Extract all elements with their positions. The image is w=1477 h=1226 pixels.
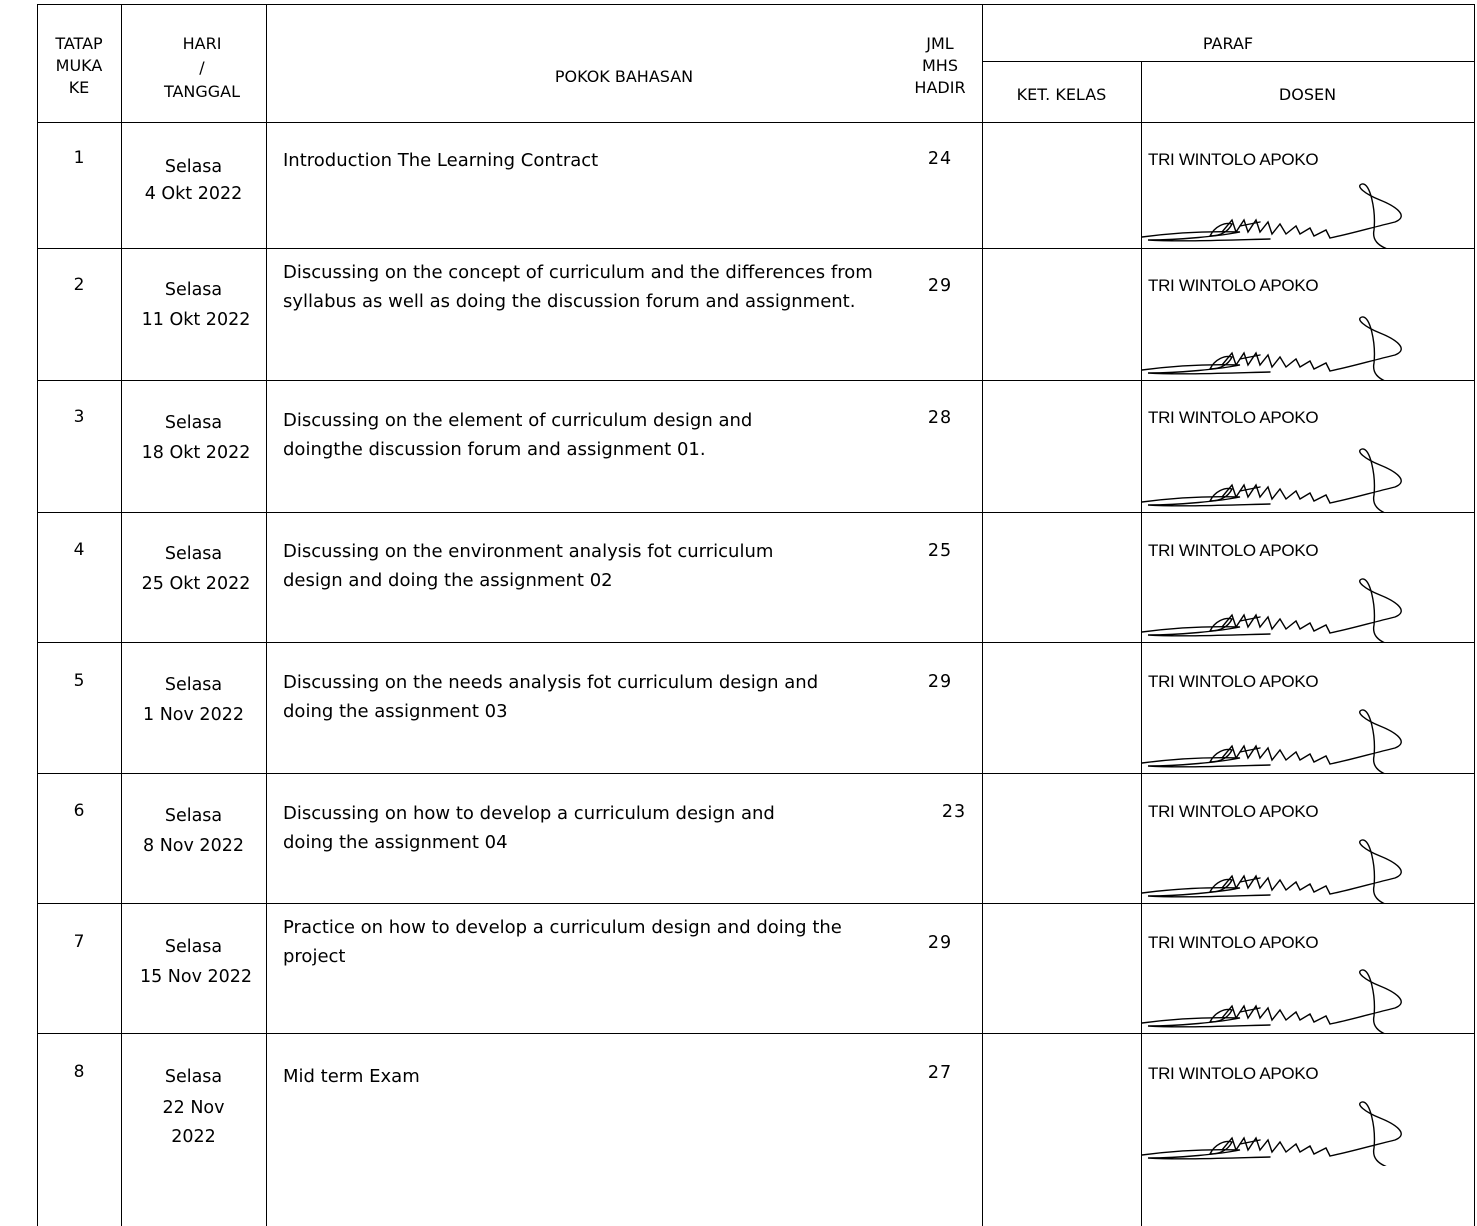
row-7-topic: Practice on how to develop a curriculum design and doing the project (283, 917, 842, 967)
row-2-hadir: 29 (927, 276, 953, 296)
header-paraf: PARAF (1202, 34, 1254, 53)
row-6-topic: Discussing on how to develop a curriculum design and doing the assignment 04 (283, 803, 775, 853)
header-session-line-3: KE (68, 78, 90, 97)
header-session-line-2: MUKA (55, 56, 103, 75)
row-1-date: 4 Okt 2022 (144, 184, 243, 204)
row-6-no: 6 (73, 801, 85, 821)
signature-row-8 (1140, 1100, 1410, 1166)
row-8-topic: Mid term Exam (283, 1066, 420, 1087)
row-5-topic: Discussing on the needs analysis fot curriculum design and doing the assignment 03 (283, 672, 819, 722)
row-7-date: 15 Nov 2022 (139, 967, 253, 987)
row-4-no: 4 (73, 540, 85, 560)
row-5-date: 1 Nov 2022 (143, 705, 244, 725)
row-1-dosen: TRI WINTOLO APOKO (1148, 150, 1319, 169)
header-date (121, 33, 283, 103)
header-topic: POKOK BAHASAN (554, 67, 694, 86)
row-4-dosen: TRI WINTOLO APOKO (1148, 541, 1319, 560)
row-7-hadir: 29 (927, 933, 953, 953)
row-1-hadir: 24 (927, 149, 953, 169)
row-5-dosen: TRI WINTOLO APOKO (1148, 672, 1319, 691)
signature-row-1 (1140, 182, 1410, 248)
col-border-right (1474, 4, 1475, 1226)
row-8-day-text: Selasa (164, 1067, 223, 1087)
row-5-hadir: 29 (927, 672, 953, 692)
header-dosen: DOSEN (1278, 85, 1337, 104)
row-3-hadir: 28 (927, 408, 953, 428)
row-border-1 (37, 248, 1474, 249)
row-2-day: Selasa (164, 280, 223, 300)
header-session-line-1: TATAP (55, 34, 103, 53)
signature-row-6 (1140, 838, 1410, 904)
row-8-hadir: 27 (927, 1063, 953, 1083)
col-border-left (37, 4, 38, 1226)
row-2-date: 11 Okt 2022 (141, 310, 251, 330)
header-attendance (898, 33, 982, 99)
col-border-3 (982, 4, 983, 1226)
row-6-date: 8 Nov 2022 (143, 836, 244, 856)
row-4-date: 25 Okt 2022 (141, 574, 251, 594)
row-1-no: 1 (73, 148, 85, 168)
row-8-date (121, 1064, 266, 1152)
signature-row-5 (1140, 708, 1410, 774)
row-2-dosen: TRI WINTOLO APOKO (1148, 276, 1319, 295)
header-attendance-line-2: MHS (922, 56, 958, 75)
paraf-divider (982, 61, 1474, 62)
row-3-topic: Discussing on the element of curriculum design and doingthe discussion forum and assignment 01. (283, 410, 753, 460)
row-5-no: 5 (73, 671, 85, 691)
row-4-hadir: 25 (927, 541, 953, 561)
signature-row-3 (1140, 447, 1410, 513)
header-date-line-2: / (199, 58, 205, 77)
row-6-day: Selasa (164, 806, 223, 826)
row-3-date: 18 Okt 2022 (141, 443, 251, 463)
signature-row-7 (1140, 968, 1410, 1034)
row-2-no: 2 (73, 275, 85, 295)
row-7-day: Selasa (164, 937, 223, 957)
row-4-day: Selasa (164, 544, 223, 564)
col-border-2 (266, 4, 267, 1226)
row-7-dosen: TRI WINTOLO APOKO (1148, 933, 1319, 952)
row-8-no: 8 (73, 1062, 85, 1082)
row-5-day: Selasa (164, 675, 223, 695)
row-3-day: Selasa (164, 413, 223, 433)
row-2-topic: Discussing on the concept of curriculum and the differences from syllabus as well as doing the discussion forum and assignment. (283, 262, 873, 312)
signature-row-2 (1140, 315, 1410, 381)
table-border-top (37, 4, 1474, 5)
header-ket-kelas: KET. KELAS (1016, 85, 1107, 104)
header-bottom-border (37, 122, 1474, 123)
row-6-hadir: 23 (941, 802, 967, 822)
row-8-dosen: TRI WINTOLO APOKO (1148, 1064, 1319, 1083)
header-date-line-3: TANGGAL (163, 82, 241, 101)
row-1-topic: Introduction The Learning Contract (283, 150, 599, 171)
row-1-day: Selasa (164, 157, 223, 177)
row-3-dosen: TRI WINTOLO APOKO (1148, 408, 1319, 427)
row-8-date-text: 22 Nov 2022 (162, 1098, 225, 1147)
row-6-dosen: TRI WINTOLO APOKO (1148, 802, 1319, 821)
header-date-line-1: HARI (182, 34, 222, 53)
signature-row-4 (1140, 577, 1410, 643)
row-3-no: 3 (73, 407, 85, 427)
header-attendance-line-1: JML (926, 34, 954, 53)
row-4-topic: Discussing on the environment analysis fot curriculum design and doing the assignment 02 (283, 541, 774, 591)
header-attendance-line-3: HADIR (914, 78, 966, 97)
header-session (37, 33, 121, 99)
row-7-no: 7 (73, 932, 85, 952)
